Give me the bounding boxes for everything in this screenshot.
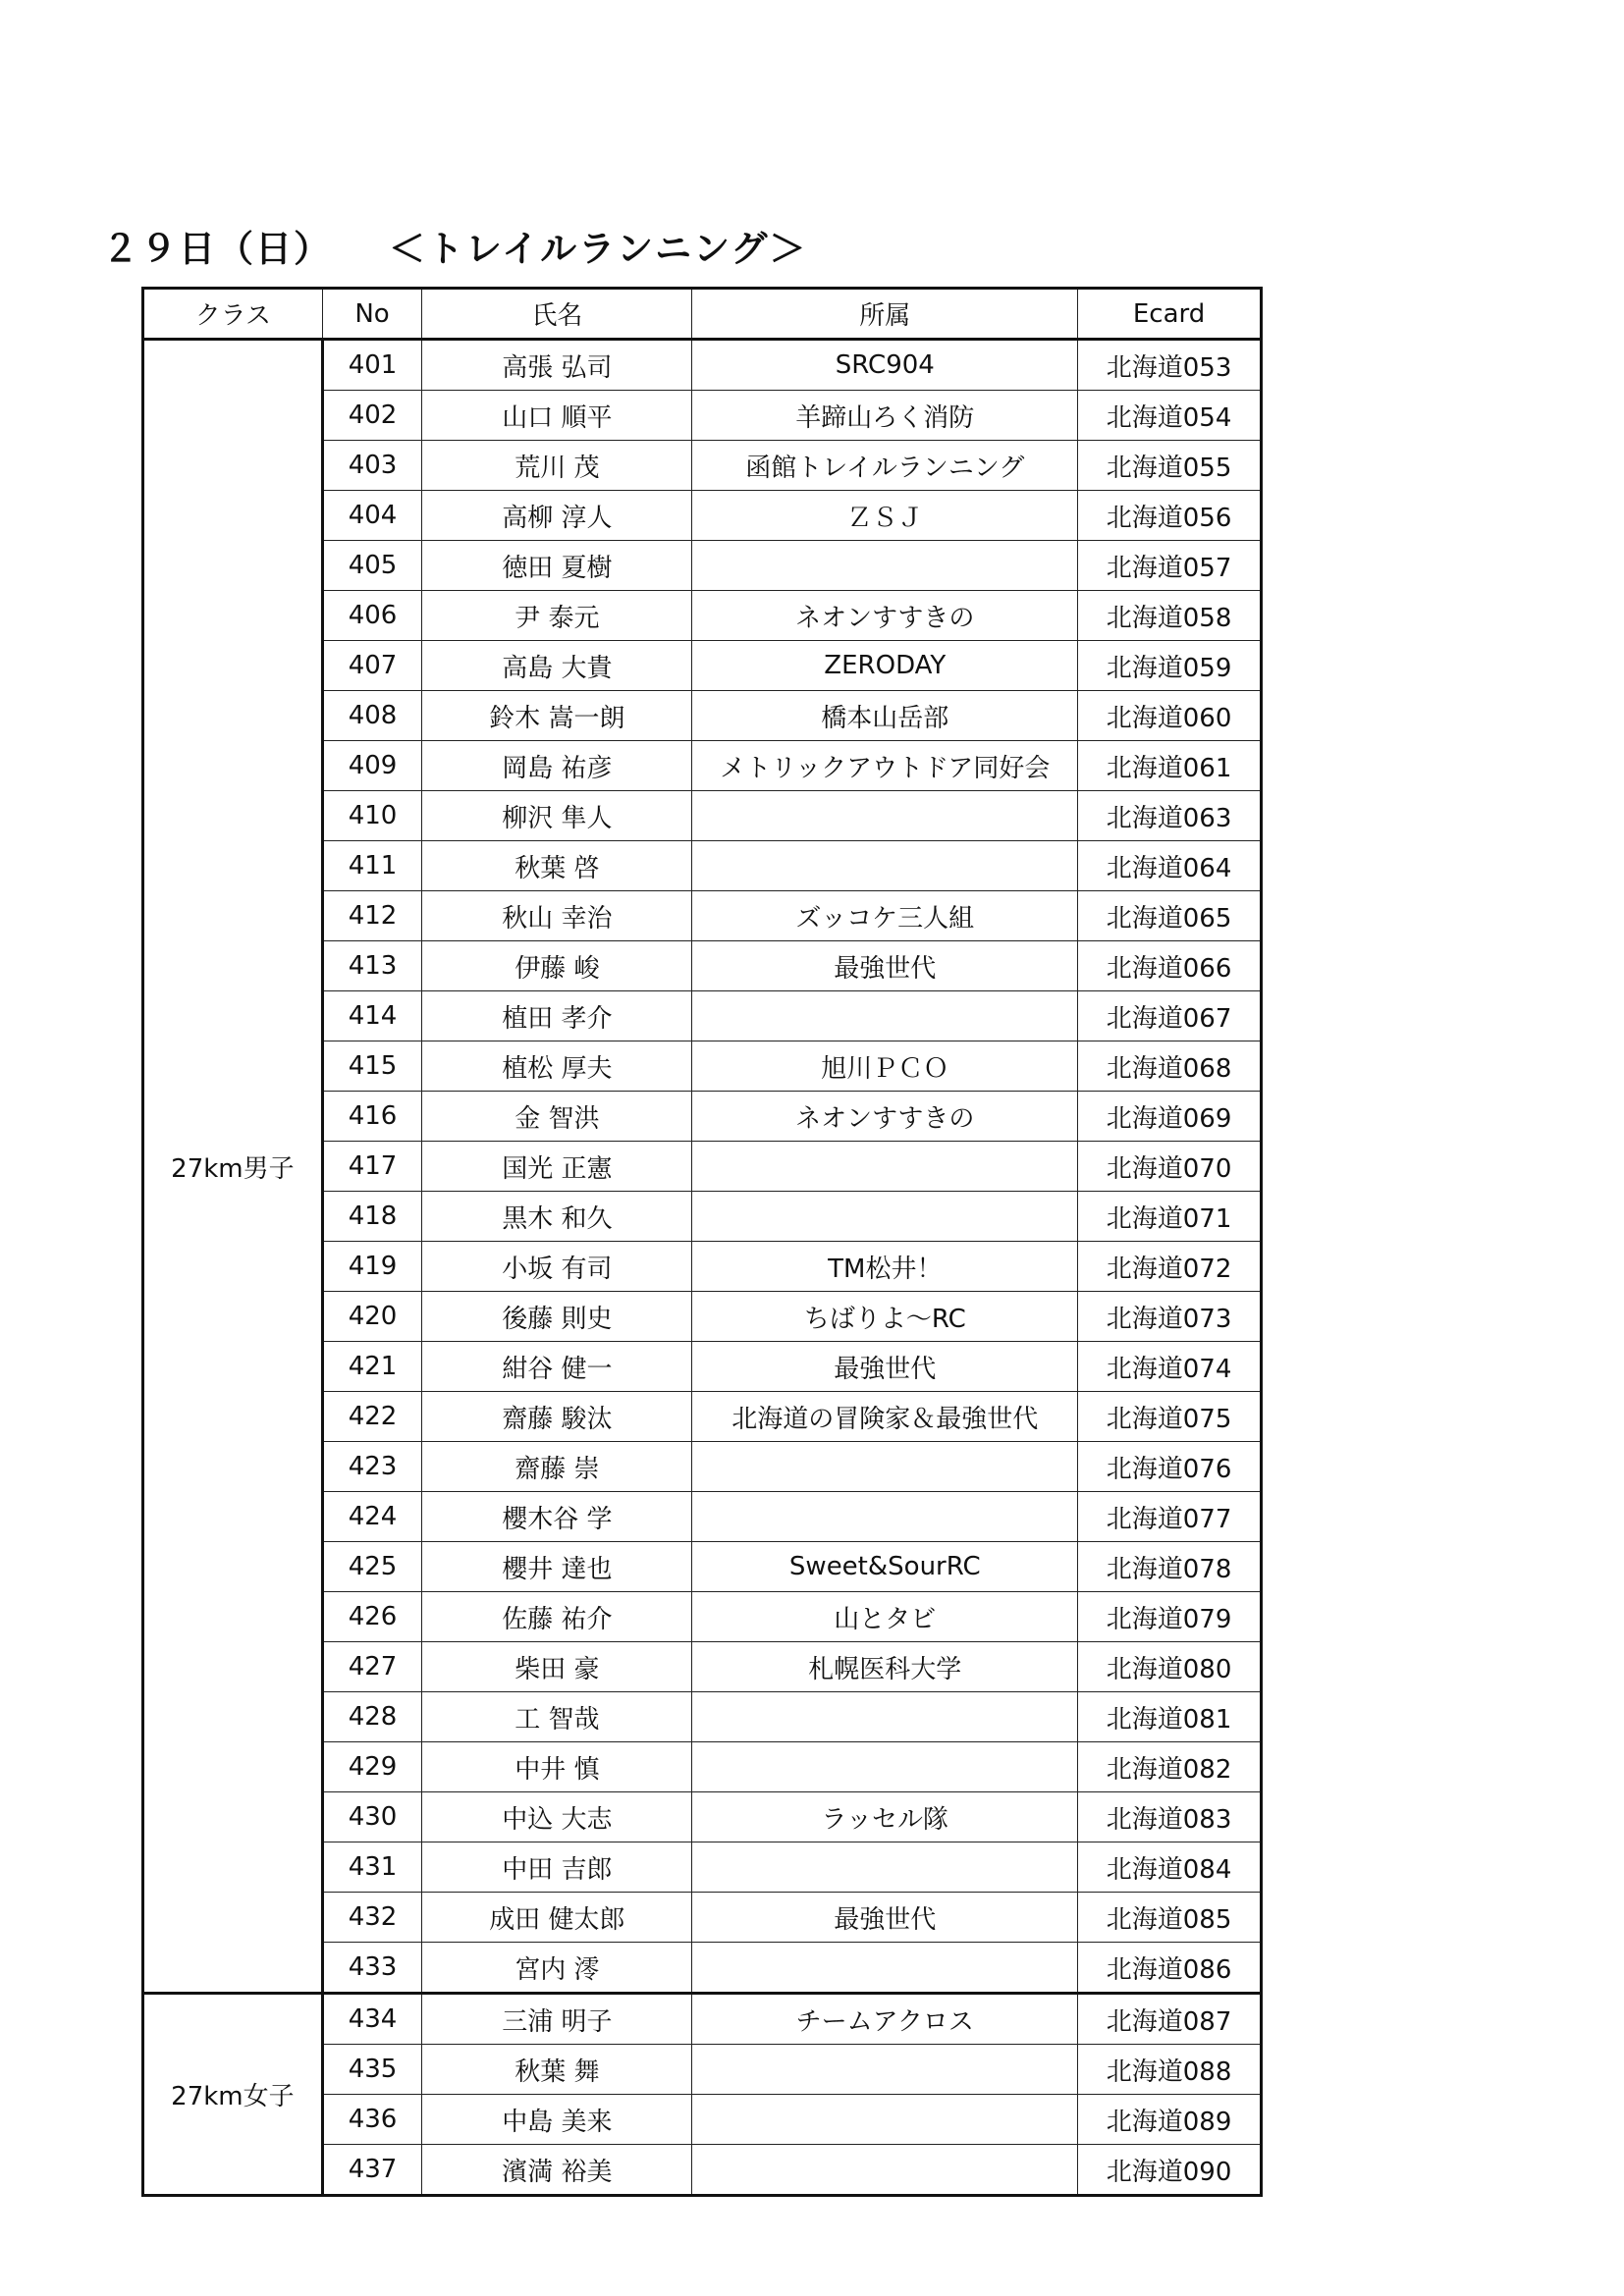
- ecard-cell: 北海道078: [1078, 1542, 1262, 1592]
- table-row: [143, 340, 1262, 391]
- ecard-cell: 北海道061: [1078, 741, 1262, 791]
- name-cell: 高張 弘司: [422, 340, 692, 391]
- ecard-cell: 北海道053: [1078, 340, 1262, 391]
- no-cell: 416: [322, 1092, 421, 1142]
- no-cell: 431: [322, 1842, 421, 1893]
- no-cell: 424: [322, 1492, 421, 1542]
- name-cell: 櫻井 達也: [422, 1542, 692, 1592]
- ecard-cell: 北海道054: [1078, 391, 1262, 441]
- name-cell: 櫻木谷 学: [422, 1492, 692, 1542]
- ecard-cell: 北海道058: [1078, 591, 1262, 641]
- ecard-cell: 北海道090: [1078, 2145, 1262, 2196]
- team-cell: [692, 1192, 1078, 1242]
- no-cell: 409: [322, 741, 421, 791]
- team-cell: ネオンすすきの: [692, 591, 1078, 641]
- no-cell: 417: [322, 1142, 421, 1192]
- team-cell: [692, 1842, 1078, 1893]
- ecard-cell: 北海道079: [1078, 1592, 1262, 1642]
- no-cell: 408: [322, 691, 421, 741]
- header-row: [143, 289, 1262, 340]
- header-team: 所属: [692, 289, 1078, 340]
- no-cell: 420: [322, 1292, 421, 1342]
- no-cell: 403: [322, 441, 421, 491]
- no-cell: 427: [322, 1642, 421, 1692]
- no-cell: 437: [322, 2145, 421, 2196]
- team-cell: [692, 991, 1078, 1041]
- team-cell: 札幌医科大学: [692, 1642, 1078, 1692]
- team-cell: ズッコケ三人組: [692, 891, 1078, 941]
- ecard-cell: 北海道083: [1078, 1792, 1262, 1842]
- name-cell: 佐藤 祐介: [422, 1592, 692, 1642]
- name-cell: 紺谷 健一: [422, 1342, 692, 1392]
- ecard-cell: 北海道072: [1078, 1242, 1262, 1292]
- header-class: クラス: [143, 289, 323, 340]
- no-cell: 418: [322, 1192, 421, 1242]
- team-cell: メトリックアウトドア同好会: [692, 741, 1078, 791]
- team-cell: 函館トレイルランニング: [692, 441, 1078, 491]
- no-cell: 436: [322, 2095, 421, 2145]
- no-cell: 435: [322, 2045, 421, 2095]
- heading-event: ＜トレイルランニング＞: [389, 228, 808, 270]
- name-cell: 山口 順平: [422, 391, 692, 441]
- no-cell: 414: [322, 991, 421, 1041]
- name-cell: 秋葉 舞: [422, 2045, 692, 2095]
- no-cell: 402: [322, 391, 421, 441]
- ecard-cell: 北海道074: [1078, 1342, 1262, 1392]
- ecard-cell: 北海道069: [1078, 1092, 1262, 1142]
- header-name: 氏名: [422, 289, 692, 340]
- no-cell: 407: [322, 641, 421, 691]
- no-cell: 432: [322, 1893, 421, 1943]
- ecard-cell: 北海道082: [1078, 1742, 1262, 1792]
- team-cell: [692, 841, 1078, 891]
- ecard-cell: 北海道086: [1078, 1943, 1262, 1994]
- name-cell: 植松 厚夫: [422, 1041, 692, 1092]
- team-cell: [692, 1442, 1078, 1492]
- name-cell: 荒川 茂: [422, 441, 692, 491]
- name-cell: 中田 吉郎: [422, 1842, 692, 1893]
- ecard-cell: 北海道066: [1078, 941, 1262, 991]
- team-cell: 橋本山岳部: [692, 691, 1078, 741]
- ecard-cell: 北海道077: [1078, 1492, 1262, 1542]
- name-cell: 金 智洪: [422, 1092, 692, 1142]
- ecard-cell: 北海道065: [1078, 891, 1262, 941]
- name-cell: 中井 慎: [422, 1742, 692, 1792]
- name-cell: 伊藤 峻: [422, 941, 692, 991]
- team-cell: 最強世代: [692, 1893, 1078, 1943]
- ecard-cell: 北海道089: [1078, 2095, 1262, 2145]
- team-cell: 北海道の冒険家＆最強世代: [692, 1392, 1078, 1442]
- class-cell: 27km男子: [143, 340, 323, 1994]
- team-cell: [692, 1943, 1078, 1994]
- ecard-cell: 北海道056: [1078, 491, 1262, 541]
- name-cell: 工 智哉: [422, 1692, 692, 1742]
- team-cell: [692, 1742, 1078, 1792]
- name-cell: 濱満 裕美: [422, 2145, 692, 2196]
- team-cell: [692, 1692, 1078, 1742]
- name-cell: 植田 孝介: [422, 991, 692, 1041]
- no-cell: 410: [322, 791, 421, 841]
- name-cell: 中島 美来: [422, 2095, 692, 2145]
- header-ecard: Ecard: [1078, 289, 1262, 340]
- no-cell: 428: [322, 1692, 421, 1742]
- team-cell: ちばりよ～RC: [692, 1292, 1078, 1342]
- name-cell: 徳田 夏樹: [422, 541, 692, 591]
- ecard-cell: 北海道081: [1078, 1692, 1262, 1742]
- name-cell: 高柳 淳人: [422, 491, 692, 541]
- name-cell: 柳沢 隼人: [422, 791, 692, 841]
- team-cell: ネオンすすきの: [692, 1092, 1078, 1142]
- no-cell: 404: [322, 491, 421, 541]
- name-cell: 黒木 和久: [422, 1192, 692, 1242]
- team-cell: [692, 2095, 1078, 2145]
- name-cell: 尹 泰元: [422, 591, 692, 641]
- header-no: No: [322, 289, 421, 340]
- ecard-cell: 北海道076: [1078, 1442, 1262, 1492]
- no-cell: 406: [322, 591, 421, 641]
- ecard-cell: 北海道059: [1078, 641, 1262, 691]
- team-cell: [692, 2145, 1078, 2196]
- no-cell: 413: [322, 941, 421, 991]
- class-cell: 27km女子: [143, 1994, 323, 2196]
- name-cell: 宮内 澪: [422, 1943, 692, 1994]
- no-cell: 430: [322, 1792, 421, 1842]
- ecard-cell: 北海道068: [1078, 1041, 1262, 1092]
- team-cell: SRC904: [692, 340, 1078, 391]
- ecard-cell: 北海道055: [1078, 441, 1262, 491]
- ecard-cell: 北海道063: [1078, 791, 1262, 841]
- team-cell: チームアクロス: [692, 1994, 1078, 2045]
- team-cell: 最強世代: [692, 1342, 1078, 1392]
- no-cell: 412: [322, 891, 421, 941]
- ecard-cell: 北海道060: [1078, 691, 1262, 741]
- no-cell: 425: [322, 1542, 421, 1592]
- ecard-cell: 北海道084: [1078, 1842, 1262, 1893]
- name-cell: 高島 大貴: [422, 641, 692, 691]
- team-cell: 最強世代: [692, 941, 1078, 991]
- ecard-cell: 北海道080: [1078, 1642, 1262, 1692]
- ecard-cell: 北海道067: [1078, 991, 1262, 1041]
- team-cell: ラッセル隊: [692, 1792, 1078, 1842]
- name-cell: 中込 大志: [422, 1792, 692, 1842]
- no-cell: 434: [322, 1994, 421, 2045]
- heading-date: ２９日（日）: [102, 228, 332, 270]
- name-cell: 秋山 幸治: [422, 891, 692, 941]
- ecard-cell: 北海道085: [1078, 1893, 1262, 1943]
- name-cell: 小坂 有司: [422, 1242, 692, 1292]
- no-cell: 423: [322, 1442, 421, 1492]
- team-cell: ＺＳＪ: [692, 491, 1078, 541]
- no-cell: 405: [322, 541, 421, 591]
- team-cell: [692, 791, 1078, 841]
- team-cell: Sweet&SourRC: [692, 1542, 1078, 1592]
- ecard-cell: 北海道057: [1078, 541, 1262, 591]
- no-cell: 411: [322, 841, 421, 891]
- team-cell: ZERODAY: [692, 641, 1078, 691]
- no-cell: 426: [322, 1592, 421, 1642]
- team-cell: [692, 2045, 1078, 2095]
- name-cell: 国光 正憲: [422, 1142, 692, 1192]
- no-cell: 429: [322, 1742, 421, 1792]
- name-cell: 鈴木 嵩一朗: [422, 691, 692, 741]
- team-cell: TM松井！: [692, 1242, 1078, 1292]
- no-cell: 401: [322, 340, 421, 391]
- page-heading: [102, 218, 807, 273]
- name-cell: 柴田 豪: [422, 1642, 692, 1692]
- name-cell: 成田 健太郎: [422, 1893, 692, 1943]
- entry-table: [141, 287, 1263, 2197]
- table-row: [143, 1994, 1262, 2045]
- ecard-cell: 北海道073: [1078, 1292, 1262, 1342]
- team-cell: 山とタビ: [692, 1592, 1078, 1642]
- name-cell: 齋藤 駿汰: [422, 1392, 692, 1442]
- ecard-cell: 北海道071: [1078, 1192, 1262, 1242]
- name-cell: 岡島 祐彦: [422, 741, 692, 791]
- team-cell: [692, 1492, 1078, 1542]
- ecard-cell: 北海道064: [1078, 841, 1262, 891]
- name-cell: 秋葉 啓: [422, 841, 692, 891]
- name-cell: 後藤 則史: [422, 1292, 692, 1342]
- table-body: [143, 340, 1262, 2196]
- ecard-cell: 北海道087: [1078, 1994, 1262, 2045]
- team-cell: [692, 541, 1078, 591]
- no-cell: 433: [322, 1943, 421, 1994]
- no-cell: 415: [322, 1041, 421, 1092]
- team-cell: 羊蹄山ろく消防: [692, 391, 1078, 441]
- ecard-cell: 北海道075: [1078, 1392, 1262, 1442]
- team-cell: 旭川ＰＣＯ: [692, 1041, 1078, 1092]
- ecard-cell: 北海道070: [1078, 1142, 1262, 1192]
- name-cell: 三浦 明子: [422, 1994, 692, 2045]
- team-cell: [692, 1142, 1078, 1192]
- ecard-cell: 北海道088: [1078, 2045, 1262, 2095]
- no-cell: 419: [322, 1242, 421, 1292]
- table-header: [143, 289, 1262, 340]
- name-cell: 齋藤 崇: [422, 1442, 692, 1492]
- no-cell: 422: [322, 1392, 421, 1442]
- no-cell: 421: [322, 1342, 421, 1392]
